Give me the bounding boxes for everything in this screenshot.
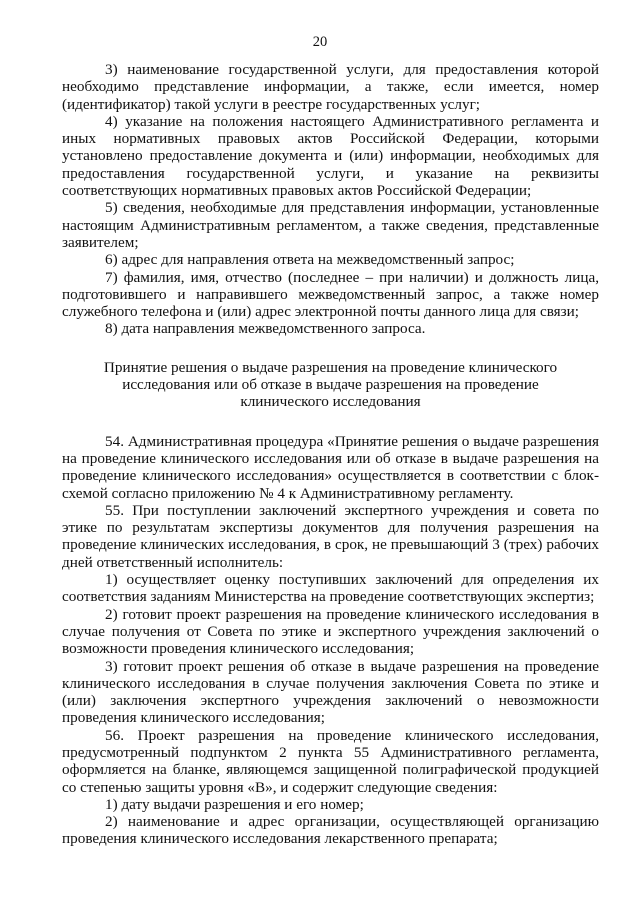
paragraph-55: 55. При поступлении заключений экспертного учреждения и совета по этике по результатам экспертизы документов для получения разрешения на проведение клинических исследования, в срок, не превышающий 3 (трех) рабочих дней ответственный исполнитель: bbox=[62, 501, 599, 571]
paragraph-55-item-1: 1) осуществляет оценку поступивших заключений для определения их соответствия заданиям Министерства на проведение соответствующих экспертиз; bbox=[62, 571, 599, 606]
document-body bbox=[62, 61, 599, 848]
paragraph-item-6: 6) адрес для направления ответа на межведомственный запрос; bbox=[105, 251, 515, 269]
paragraph-item-7: 7) фамилия, имя, отчество (последнее – при наличии) и должность лица, подготовившего и направившего межведомственный запрос, а также номер служебного телефона и (или) адрес электронной почты данного лица для связи; bbox=[62, 268, 599, 321]
page-number: 20 bbox=[312, 34, 328, 50]
paragraph-item-5: 5) сведения, необходимые для представления информации, установленные настоящим Административным регламентом, а также сведения, представленные заявителем; bbox=[62, 199, 599, 251]
paragraph-54: 54. Административная процедура «Принятие решения о выдаче разрешения на проведение клинического исследования или об отказе в выдаче разрешения на проведение клинического исследования» осуществляется в соответствии с блок-схемой согласно приложению № 4 к Административному регламенту. bbox=[62, 432, 599, 502]
paragraph-item-4: 4) указание на положения настоящего Административного регламента и иных нормативных правовых актов Российской Федерации, которыми установлено предоставление документа и (или) информации, необходимых для предоставления государственной услуги, и указание на реквизиты соответствующих нормативных правовых актов Российской Федерации; bbox=[62, 112, 599, 200]
section-heading: Принятие решения о выдаче разрешения на проведение клинического исследования или об отказе в выдаче разрешения на проведение клинического исследования bbox=[103, 358, 558, 411]
paragraph-55-item-3: 3) готовит проект решения об отказе в выдаче разрешения на проведение клинического исследования в случае получения заключения Совета по этике и (или) заключения экспертного учреждения заключений о невозможности проведения клинического исследования; bbox=[62, 657, 599, 727]
paragraph-56: 56. Проект разрешения на проведение клинического исследования, предусмотренный подпунктом 2 пункта 55 Административного регламента, оформляется на бланке, являющемся защищенной полиграфической продукцией со степенью защиты уровня «В», и содержит следующие сведения: bbox=[62, 726, 599, 796]
paragraph-56-item-1: 1) дату выдачи разрешения и его номер; bbox=[105, 795, 364, 813]
paragraph-item-3: 3) наименование государственной услуги, для предоставления которой необходимо представление информации, а также, если имеется, номер (идентификатор) такой услуги в реестре государственных услуг; bbox=[62, 61, 599, 113]
paragraph-item-8: 8) дата направления межведомственного запроса. bbox=[105, 320, 426, 338]
paragraph-56-item-2: 2) наименование и адрес организации, осуществляющей организацию проведения клинического исследования лекарственного препарата; bbox=[62, 813, 599, 848]
paragraph-55-item-2: 2) готовит проект разрешения на проведение клинического исследования в случае получения от Совета по этике и экспертного учреждения заключений о возможности проведения клинического исследования; bbox=[62, 605, 599, 658]
